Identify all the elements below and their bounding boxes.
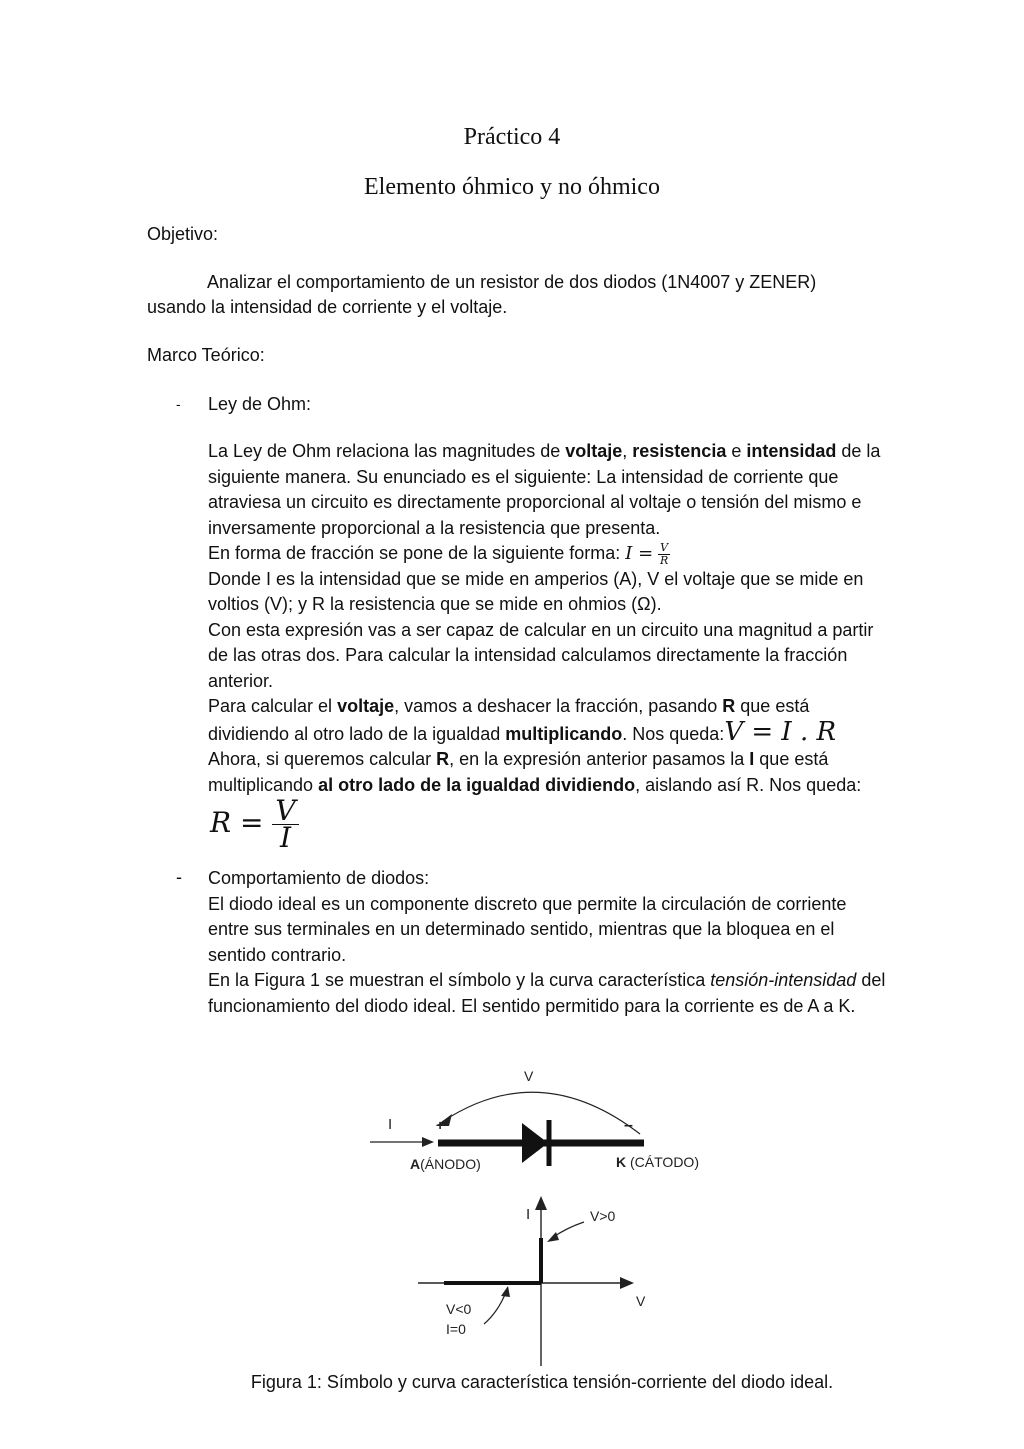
ohm-paragraph-6: Ahora, si queremos calcular R, en la expresión anterior pasamos la I que está multiplicando al otro lado de la igualdad dividiendo, aislando así R. Nos queda: [208, 749, 862, 795]
vneg-label: V<0 [446, 1301, 472, 1317]
axis-v-label: V [636, 1293, 646, 1309]
diodes-heading: Comportamiento de diodos: [208, 868, 430, 888]
theory-label: Marco Teórico: [147, 345, 265, 365]
document-title: Práctico 4 [463, 124, 561, 150]
diodes-paragraph-2: En la Figura 1 se muestran el símbolo y la curva característica tensión-intensidad del funcionamiento del diodo ideal. El sentido permitido para la corriente es de A a K. [208, 970, 886, 1016]
diode-triangle [522, 1123, 548, 1163]
objective-label: Objetivo: [147, 224, 219, 244]
ohm-paragraph-2: En forma de fracción se pone de la siguiente forma: I = $\frac{V}{R}$ [208, 540, 669, 567]
bullet-dash: - [176, 396, 181, 412]
ohm-paragraph-1: La Ley de Ohm relaciona las magnitudes de voltaje, resistencia e intensidad de la siguiente manera. Su enunciado es el siguiente: La intensidad de corriente que atraviesa un circuito es directamente proporcional al voltaje o tensión del mismo e inversamente proporcional a la resistencia que presenta. [208, 441, 881, 538]
anode-label: A(ÁNODO) [410, 1156, 481, 1172]
document-subtitle: Elemento óhmico y no óhmico [364, 174, 660, 200]
voltage-axis-arrowhead [620, 1277, 634, 1289]
figure-diode [360, 1062, 720, 1372]
current-axis-arrowhead [535, 1196, 547, 1210]
minus-sign: – [624, 1117, 633, 1134]
equation-voltage: V = I . R [724, 716, 837, 747]
plus-sign: + [436, 1117, 445, 1133]
current-arrow-head [422, 1137, 434, 1147]
izero-label: I=0 [446, 1321, 466, 1337]
diodes-paragraph-1: El diodo ideal es un componente discreto que permite la circulación de corriente entre sus terminales en un determinado sentido, mientras que la bloquea en el sentido contrario. [208, 893, 847, 965]
ohm-paragraph-5: Para calcular el voltaje, vamos a deshacer la fracción, pasando R que está dividiendo al otro lado de la igualdad multiplicando. Nos queda:V = I . R [208, 696, 837, 747]
ohm-paragraph-4: Con esta expresión vas a ser capaz de calcular en un circuito una magnitud a partir de las otras dos. Para calcular la intensidad calculamos directamente la fracción anterior. [208, 619, 874, 691]
objective-text: Analizar el comportamiento de un resistor de dos diodos (1N4007 y ZENER) usando la intensidad de corriente y el voltaje. [147, 272, 817, 317]
bullet-dash: - [176, 867, 182, 887]
voltage-label: V [524, 1068, 534, 1084]
equation-current-fraction: $\frac{V}{R}$ [660, 540, 669, 567]
ohm-section [208, 439, 888, 798]
vneg-pointer-head [501, 1286, 510, 1297]
equation-current-lhs: I = [625, 543, 654, 564]
ohm-heading: Ley de Ohm: [208, 394, 312, 414]
diodes-section [208, 866, 888, 1019]
ohm-paragraph-3: Donde I es la intensidad que se mide en amperios (A), V el voltaje que se mide en voltios (V); y R la resistencia que se mide en ohmios (Ω). [208, 568, 864, 615]
vpos-label: V>0 [590, 1208, 616, 1224]
axis-i-label: I [526, 1206, 531, 1223]
vpos-pointer-head [547, 1232, 559, 1242]
equation-resistance: R = $\frac{V}{I}$ [210, 798, 299, 851]
cathode-label: K (CÁTODO) [616, 1154, 699, 1170]
current-label: I [388, 1116, 393, 1133]
diode-figure-svg [360, 1062, 720, 1367]
vneg-pointer [484, 1292, 506, 1324]
voltage-arc [442, 1092, 640, 1134]
figure-caption: Figura 1: Símbolo y curva característica tensión-corriente del diodo ideal. [250, 1372, 834, 1392]
